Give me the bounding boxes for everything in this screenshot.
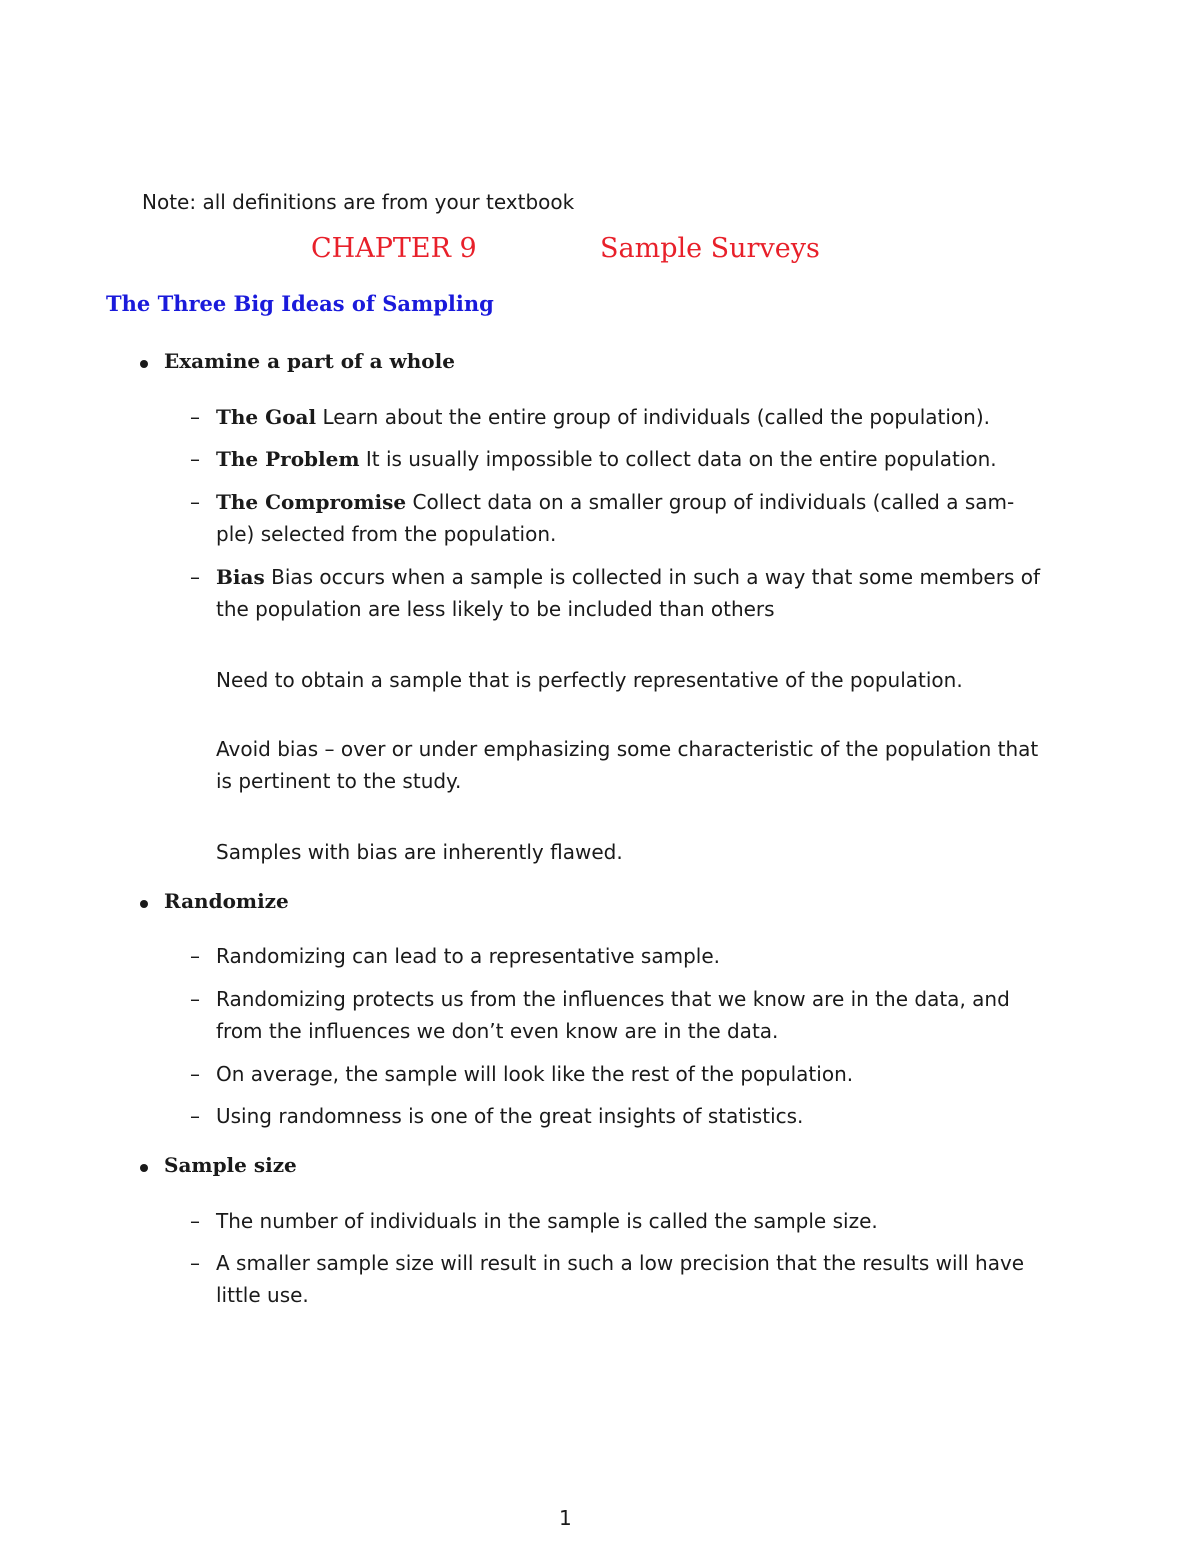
paragraph: Samples with bias are inherently flawed. — [216, 840, 623, 864]
list-item: A smaller sample size will result in such a low precision that the results will have — [216, 1251, 1025, 1275]
dash-icon: – — [190, 565, 200, 589]
list-item — [216, 486, 1014, 518]
idea-heading: Randomize — [164, 889, 289, 913]
idea-heading: Examine a part of a whole — [164, 349, 455, 373]
paragraph: Avoid bias – over or under emphasizing some characteristic of the population that — [216, 737, 1039, 761]
list-item: Using randomness is one of the great insights of statistics. — [216, 1104, 804, 1128]
item-term: The Goal — [216, 405, 317, 429]
idea-heading: Sample size — [164, 1153, 297, 1177]
item-text: Bias occurs when a sample is collected in such a way that some members of — [271, 565, 1040, 589]
dash-icon: – — [190, 1209, 200, 1233]
dash-icon: – — [190, 447, 200, 471]
list-item — [216, 443, 997, 475]
note-text: Note: all definitions are from your textbook — [142, 190, 575, 214]
item-term: Bias — [216, 565, 265, 589]
page-number: 1 — [559, 1506, 572, 1530]
item-text: Collect data on a smaller group of individuals (called a sam- — [412, 490, 1015, 514]
list-item: On average, the sample will look like the rest of the population. — [216, 1062, 854, 1086]
list-item: Randomizing can lead to a representative sample. — [216, 944, 720, 968]
paragraph-continued: is pertinent to the study. — [216, 769, 462, 793]
dash-icon: – — [190, 944, 200, 968]
bullet-icon — [140, 1164, 148, 1172]
bullet-icon — [140, 360, 148, 368]
item-text-continued: ple) selected from the population. — [216, 522, 557, 546]
paragraph: Need to obtain a sample that is perfectly representative of the population. — [216, 668, 963, 692]
chapter-label: CHAPTER 9 — [311, 233, 477, 264]
list-item — [216, 401, 990, 433]
item-text-continued: little use. — [216, 1283, 309, 1307]
item-text: Learn about the entire group of individuals (called the population). — [322, 405, 990, 429]
dash-icon: – — [190, 1104, 200, 1128]
dash-icon: – — [190, 405, 200, 429]
item-term: The Compromise — [216, 490, 407, 514]
bullet-icon — [140, 900, 148, 908]
list-item — [216, 561, 1040, 593]
list-item: The number of individuals in the sample is called the sample size. — [216, 1209, 878, 1233]
section-title: The Three Big Ideas of Sampling — [106, 291, 494, 316]
item-term: The Problem — [216, 447, 360, 471]
list-item: Randomizing protects us from the influences that we know are in the data, and — [216, 987, 1010, 1011]
item-text-continued: the population are less likely to be included than others — [216, 597, 775, 621]
dash-icon: – — [190, 1062, 200, 1086]
item-text: It is usually impossible to collect data on the entire population. — [365, 447, 997, 471]
chapter-title: Sample Surveys — [600, 233, 820, 264]
dash-icon: – — [190, 1251, 200, 1275]
dash-icon: – — [190, 987, 200, 1011]
dash-icon: – — [190, 490, 200, 514]
item-text-continued: from the influences we don’t even know are in the data. — [216, 1019, 779, 1043]
